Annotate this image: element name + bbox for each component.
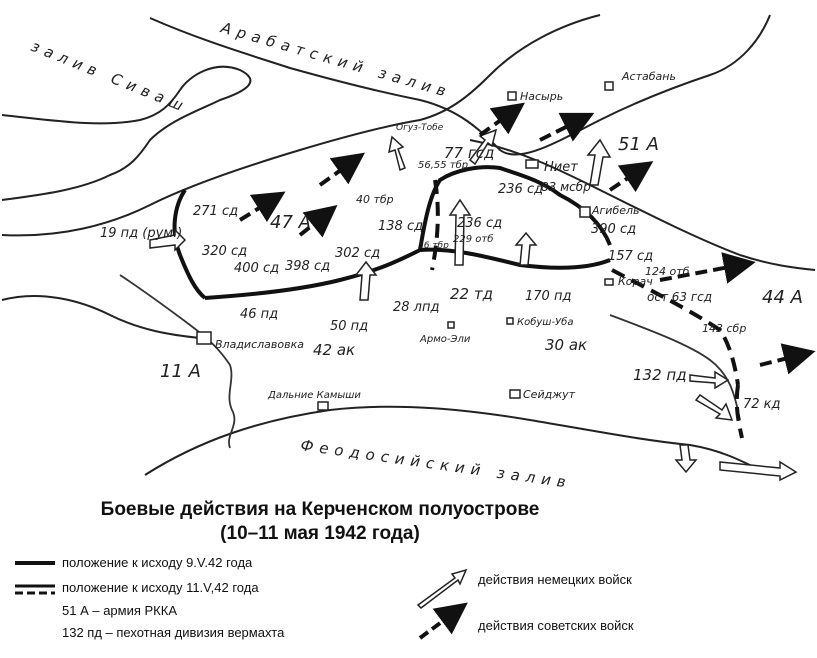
unit-400: 400 сд [234, 261, 280, 276]
unit-320: 320 сд [202, 244, 248, 259]
title-line-2: (10–11 мая 1942 года) [220, 523, 420, 544]
legend-german: действия немецких войск [478, 572, 632, 587]
marker-niet [526, 160, 538, 168]
unit-40tbr: 40 тбр [356, 193, 394, 206]
marker-kamyshi [318, 402, 328, 410]
german-arrow-3 [450, 200, 470, 265]
unit-398: 398 сд [285, 259, 331, 274]
water-labels [29, 18, 573, 492]
unit-83: 83 мсбр [541, 180, 591, 194]
german-arrow-7 [676, 445, 696, 472]
unit-132: 132 пд [633, 366, 687, 384]
unit-47a: 47 А [270, 212, 311, 233]
unit-170: 170 пд [525, 289, 572, 304]
unit-22: 22 тд [450, 285, 493, 303]
marker-nasyr [508, 92, 516, 100]
marker-kobush [507, 318, 513, 324]
soviet-arrow-8 [760, 355, 800, 365]
german-arrow-2 [356, 262, 376, 300]
legend-11v: положение к исходу 11.V,42 года [62, 580, 259, 595]
marker-korach [605, 279, 613, 285]
legend-soviet-arrow [420, 612, 455, 638]
unit-157: 157 сд [608, 249, 654, 264]
label-armo: Армо-Эли [420, 334, 471, 345]
title-line-1: Боевые действия на Керченском полуострове [100, 499, 540, 520]
unit-390: 390 сд [591, 222, 637, 237]
unit-46: 46 пд [240, 307, 279, 322]
unit-19pd: 19 пд (рум.) [100, 226, 183, 241]
unit-77: 77 гсд [444, 144, 495, 162]
label-korach: Корач [618, 275, 653, 288]
unit-236a: 236 сд [498, 182, 544, 197]
west-coast [2, 296, 200, 338]
label-niet: Ниет [544, 160, 578, 175]
unit-63: ост 63 гсд [647, 290, 713, 304]
soviet-arrow-6 [610, 170, 640, 190]
label-sivash: залив Сиваш [28, 37, 192, 117]
legend-soviet: действия советских войск [478, 618, 634, 633]
unit-51a: 51 А [618, 134, 659, 155]
german-arrow-6 [690, 372, 728, 388]
unit-143: 143 сбр [702, 322, 747, 335]
unit-72: 72 кд [743, 397, 781, 412]
label-vladislavovka: Владиславовка [215, 338, 304, 351]
legend-army: 51 А – армия РККА [62, 603, 177, 618]
marker-astaban [605, 82, 613, 90]
unit-236b: 236 сд [457, 216, 503, 231]
soviet-arrow-5 [540, 120, 580, 140]
label-seydzhut: Сейджут [523, 388, 576, 401]
map-title [40, 498, 600, 546]
label-kamyshi: Дальние Камыши [268, 390, 361, 401]
unit-271: 271 сд [193, 204, 239, 219]
marker-seydzhut [510, 390, 520, 398]
marker-vladislavovka [197, 332, 211, 344]
unit-50: 50 пд [330, 319, 369, 334]
german-arrow-9 [696, 395, 732, 420]
label-astaban: Астабань [622, 70, 676, 83]
unit-42ak: 42 ак [313, 341, 356, 359]
front-11v-south [737, 385, 742, 438]
german-arrow-10 [389, 137, 405, 170]
unit-30ak: 30 ак [545, 336, 588, 354]
german-arrow-4 [516, 233, 536, 265]
unit-5655: 56,55 тбр [418, 160, 469, 171]
german-arrow-5 [588, 140, 610, 185]
unit-44a: 44 А [762, 287, 803, 308]
german-arrow-8 [720, 462, 796, 480]
unit-302: 302 сд [335, 246, 381, 261]
unit-124: 124 отб [645, 265, 690, 278]
label-agibel: Агибель [592, 204, 640, 217]
label-feodosia: Феодосийский залив [299, 436, 573, 493]
label-oguz: Огуз-Тобе [396, 123, 444, 133]
unit-28: 28 лпд [393, 300, 440, 315]
legend-division: 132 пд – пехотная дивизия вермахта [62, 625, 285, 640]
legend-german-arrow [418, 570, 466, 608]
unit-229: 229 отб [453, 234, 494, 245]
unit-56tbr: 56 тбр [418, 241, 449, 251]
unit-11a: 11 А [160, 361, 201, 382]
marker-agibel [580, 207, 590, 217]
marker-armo [448, 322, 454, 328]
soviet-arrow-1 [240, 200, 272, 220]
label-kobush: Кобуш-Уба [517, 317, 574, 328]
soviet-arrow-3 [320, 162, 352, 185]
label-arabat: Арабатский залив [218, 18, 454, 102]
legend-9v: положение к исходу 9.V.42 года [62, 555, 253, 570]
unit-138: 138 сд [378, 219, 424, 234]
label-nasyr: Насырь [520, 90, 564, 103]
